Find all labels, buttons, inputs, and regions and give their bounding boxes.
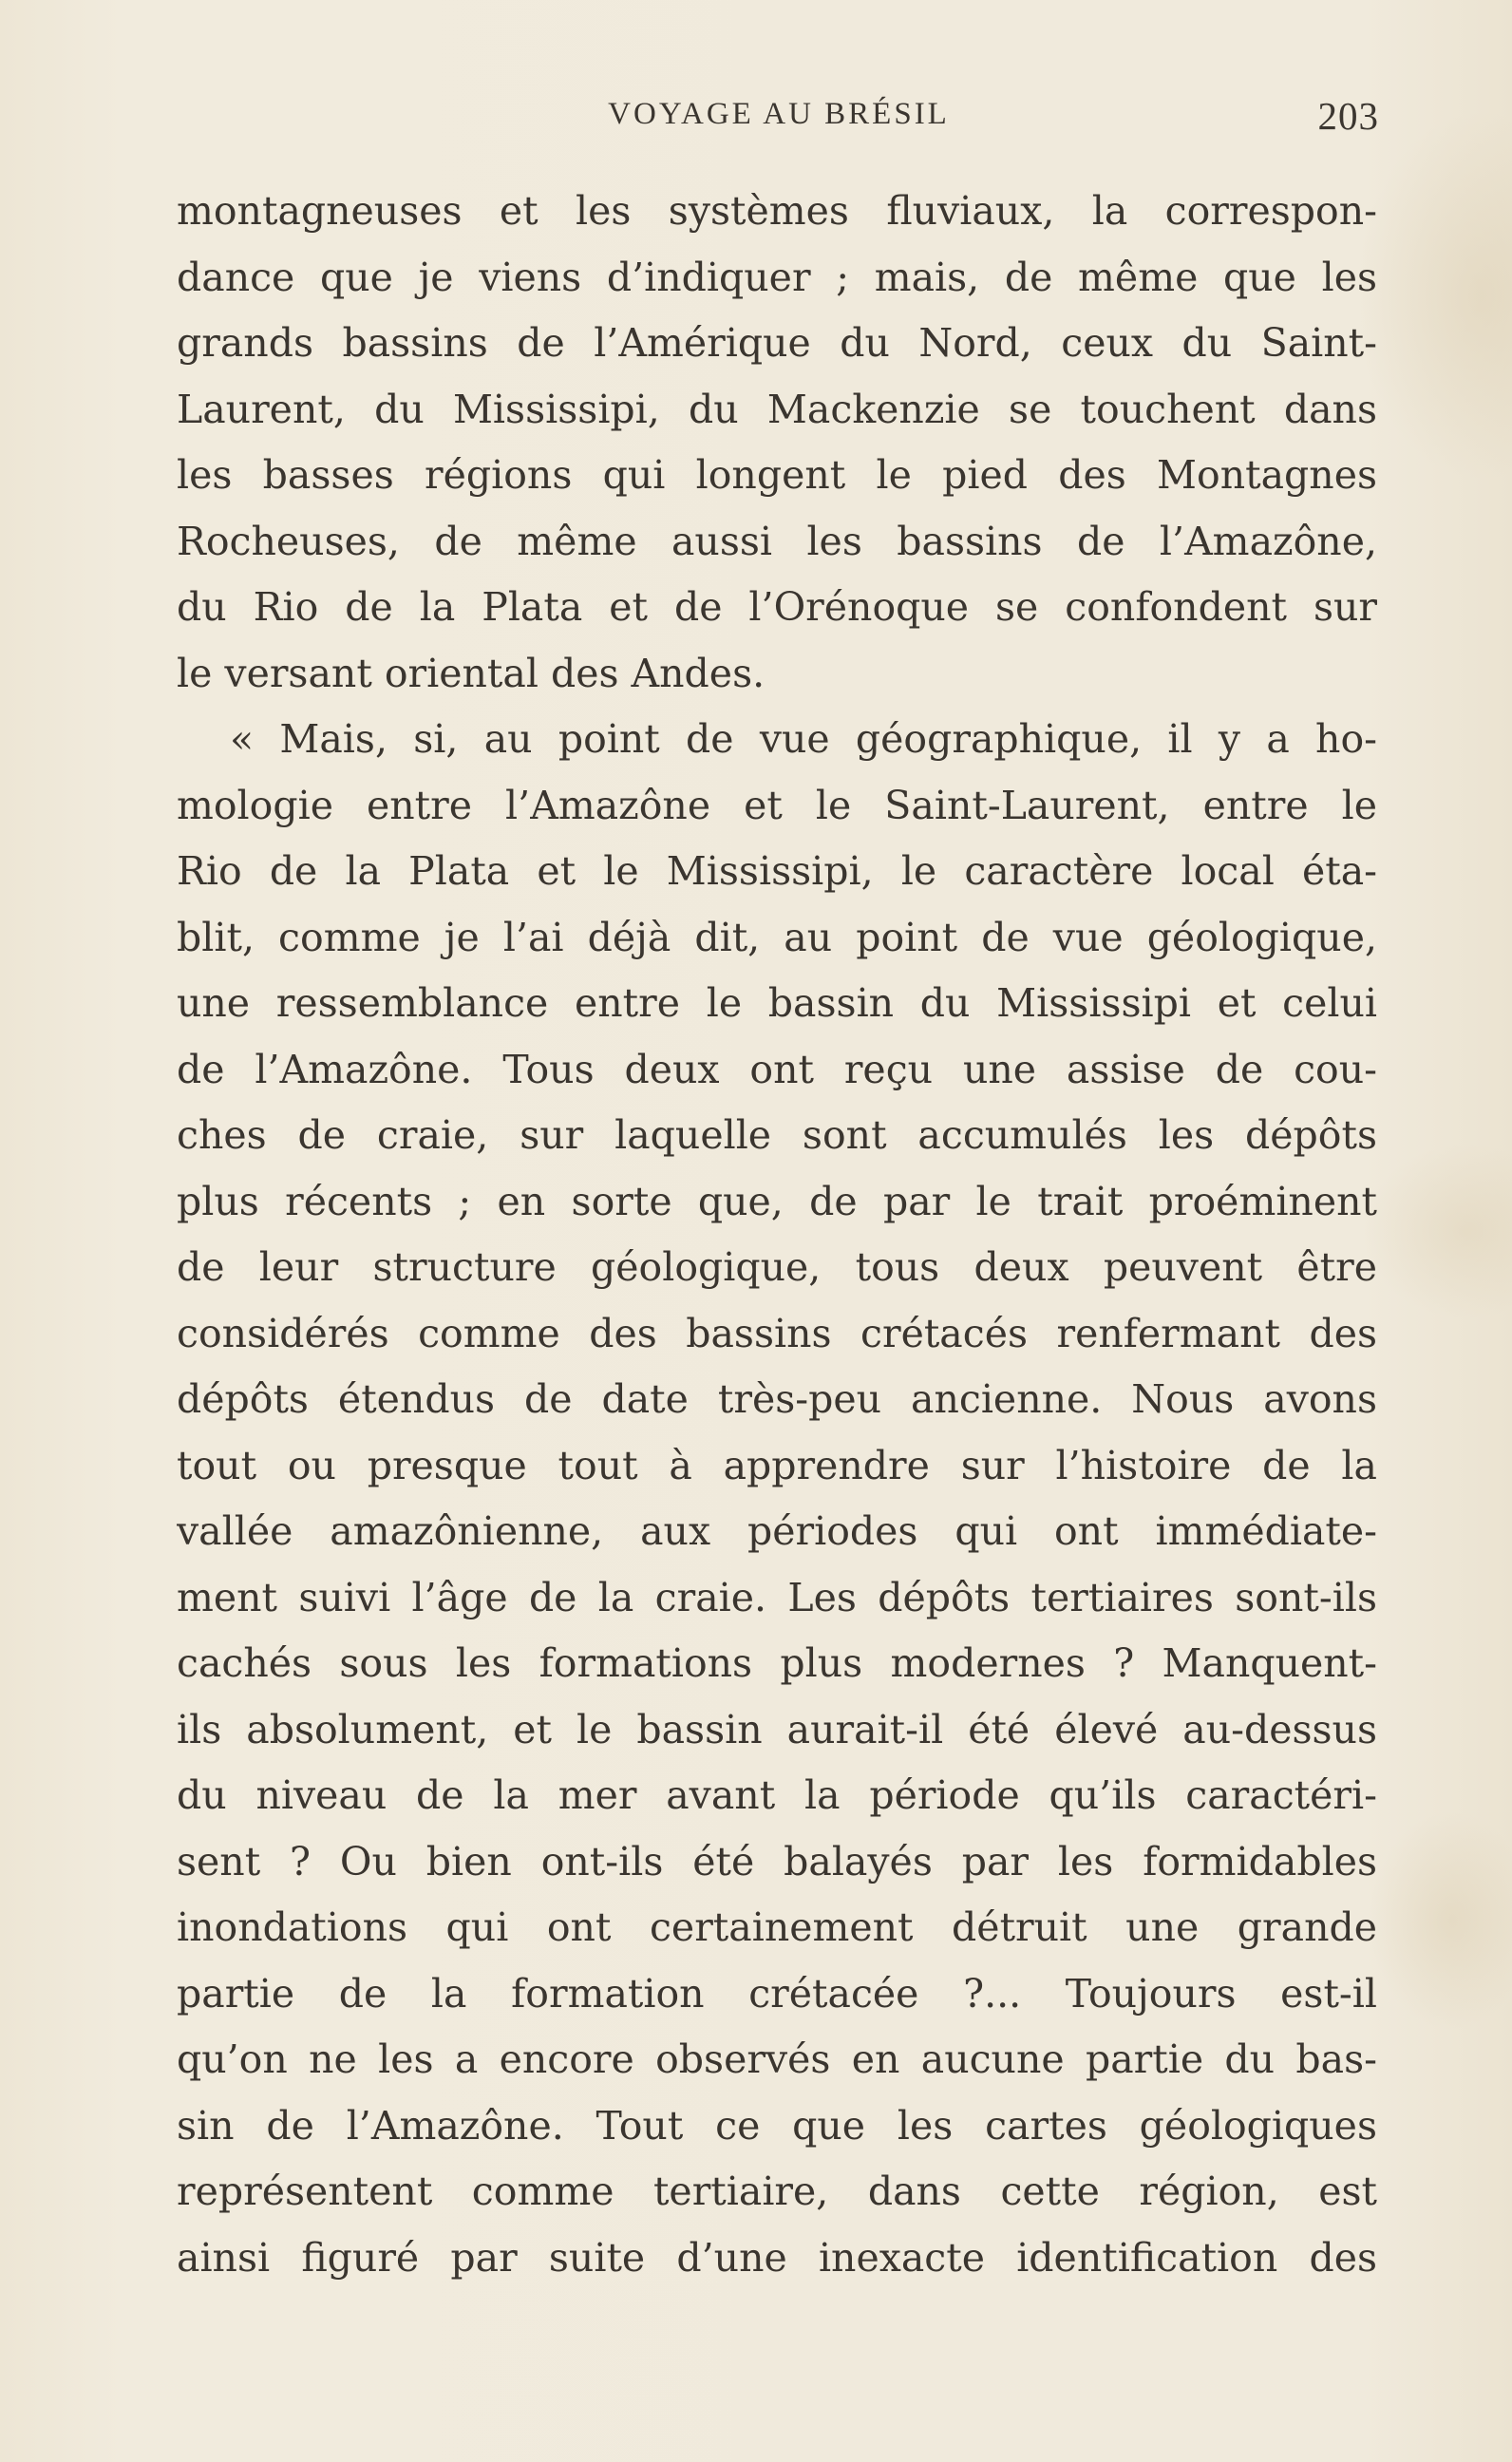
text-line: sent ? Ou bien ont-ils été balayés par les formidables — [177, 1838, 1377, 1884]
text-line: ainsi figuré par suite d’une inexacte identification des — [177, 2234, 1377, 2281]
text-line: blit, comme je l’ai déjà dit, au point de vue géologique, — [177, 914, 1377, 960]
text-line: cachés sous les formations plus modernes ? Manquent- — [177, 1640, 1377, 1686]
text-line: plus récents ; en sorte que, de par le trait proéminent — [177, 1178, 1377, 1224]
page-number: 203 — [1317, 94, 1379, 138]
text-line: du niveau de la mer avant la période qu’ils caractéri- — [177, 1772, 1377, 1818]
text-line: Rocheuses, de même aussi les bassins de l’Amazône, — [177, 518, 1377, 564]
text-line: qu’on ne les a encore observés en aucune partie du bas- — [177, 2036, 1377, 2082]
text-line: tout ou presque tout à apprendre sur l’histoire de la — [177, 1442, 1377, 1488]
text-line: partie de la formation crétacée ?... Toujours est-il — [177, 1970, 1377, 2017]
body-text — [177, 179, 1377, 2291]
text-line: Rio de la Plata et le Mississipi, le caractère local éta- — [177, 848, 1377, 894]
text-line: ches de craie, sur laquelle sont accumulés les dépôts — [177, 1112, 1377, 1158]
text-line: mologie entre l’Amazône et le Saint-Laurent, entre le — [177, 782, 1377, 828]
text-line: grands bassins de l’Amérique du Nord, ceux du Saint- — [177, 320, 1377, 366]
text-line: une ressemblance entre le bassin du Mississipi et celui — [177, 980, 1377, 1026]
text-line: du Rio de la Plata et de l’Orénoque se confondent sur — [177, 584, 1377, 630]
text-line: de leur structure géologique, tous deux peuvent être — [177, 1244, 1377, 1290]
text-line: Laurent, du Mississipi, du Mackenzie se touchent dans — [177, 386, 1377, 432]
text-line: représentent comme tertiaire, dans cette région, est — [177, 2168, 1377, 2214]
text-line: le versant oriental des Andes. — [177, 650, 765, 696]
text-line: de l’Amazône. Tous deux ont reçu une assise de cou- — [177, 1046, 1377, 1092]
text-line: vallée amazônienne, aux périodes qui ont immédiate- — [177, 1508, 1377, 1554]
text-line: les basses régions qui longent le pied des Montagnes — [177, 452, 1377, 498]
text-line: inondations qui ont certainement détruit une grande — [177, 1904, 1377, 1950]
text-line: sin de l’Amazône. Tout ce que les cartes géologiques — [177, 2102, 1377, 2149]
text-line: dance que je viens d’indiquer ; mais, de même que les — [177, 254, 1377, 300]
text-line: ment suivi l’âge de la craie. Les dépôts tertiaires sont-ils — [177, 1574, 1377, 1620]
text-line: « Mais, si, au point de vue géographique, il y a ho- — [230, 716, 1377, 762]
text-line: montagneuses et les systèmes fluviaux, la correspon- — [177, 188, 1377, 234]
text-line: dépôts étendus de date très-peu ancienne. Nous avons — [177, 1376, 1377, 1422]
text-line: considérés comme des bassins crétacés renfermant des — [177, 1310, 1377, 1356]
running-head — [179, 93, 1379, 141]
text-line: ils absolument, et le bassin aurait-il été élevé au-dessus — [177, 1706, 1377, 1752]
running-title: VOYAGE AU BRÉSIL — [608, 97, 950, 131]
